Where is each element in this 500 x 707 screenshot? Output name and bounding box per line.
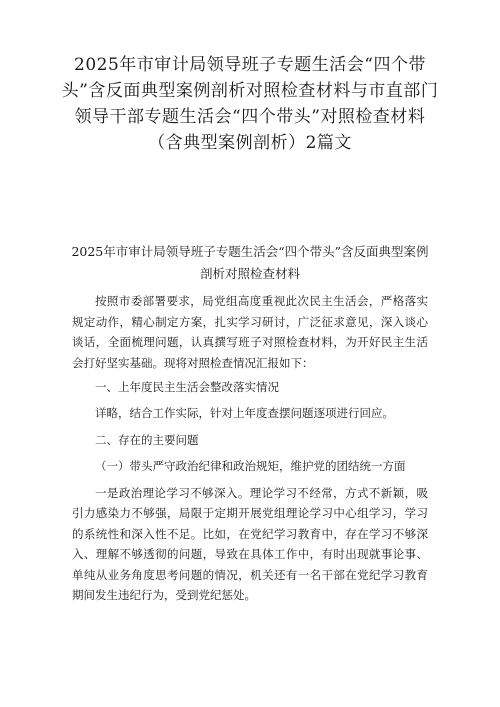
heading-main-problems: 二、存在的主要问题: [95, 432, 199, 447]
section-title-line-1: 2025年市审计局领导班子专题生活会“四个带头”含反面典型案例: [71, 244, 429, 259]
subheading-political-discipline: （一）带头严守政治纪律和政治规矩，维护党的团结统一方面: [95, 459, 406, 473]
document-title: 2025年市审计局领导班子专题生活会“四个带头”含反面典型案例剖析对照检查材料与市直部门领导干部专题生活会“四个带头”对照检查材料（含典型案例剖析）2篇文: [61, 55, 439, 153]
heading-rectification: 一、上年度民主生活会整改落实情况: [95, 379, 279, 394]
document-body: [72, 291, 428, 609]
problem-paragraph: 一是政治理论学习不够深入。理论学习不经常，方式不新颖，吸引力感染力不够强，局限于定期开展党组理论学习中心组学习，学习的系统性和深入性不足。比如，在党纪学习教育中，存在学习不够深入、理解不够透彻的问题，导致在具体工作中，有时出现就事论事、单纯从业务角度思考问题的情况，机关还有一名干部在党纪学习教育期间发生违纪行为，受到党纪惩处。: [72, 485, 428, 602]
intro-paragraph: 按照市委部署要求，局党组高度重视此次民主生活会，严格落实规定动作，精心制定方案，扎实学习研讨，广泛征求意见，深入谈心谈话，全面梳理问题，认真撰写班子对照检查材料，为开好民主生活会打好坚实基础。现将对照检查情况汇报如下：: [72, 294, 428, 370]
section-title: [70, 241, 430, 285]
section-title-line-2: 剖析对照检查材料: [199, 266, 300, 281]
rectification-paragraph: 详略，结合工作实际，针对上年度查摆问题逐项进行回应。: [95, 406, 394, 420]
